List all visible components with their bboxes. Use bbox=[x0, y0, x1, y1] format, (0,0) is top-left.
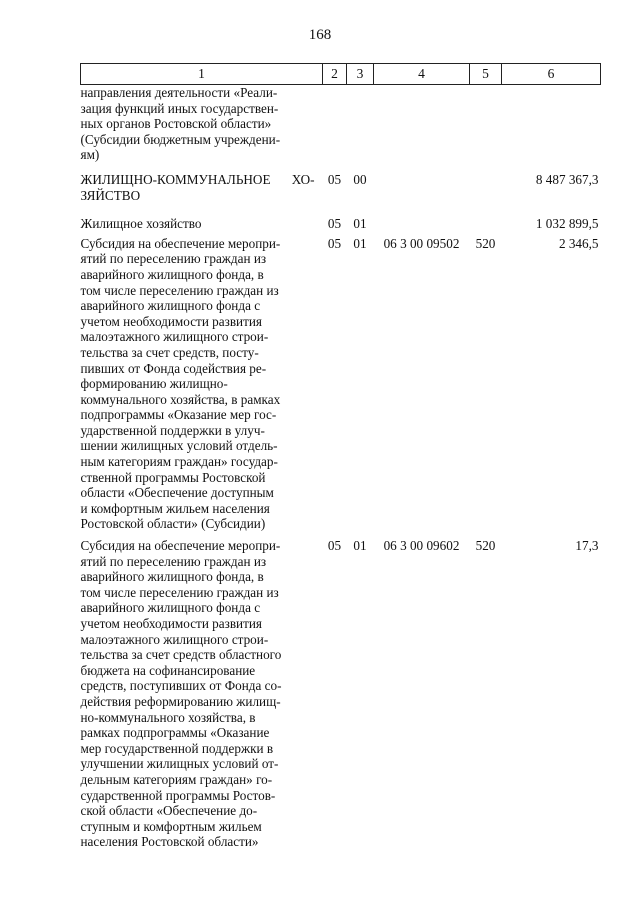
header-col-1: 1 bbox=[81, 64, 323, 85]
row-section: 05 bbox=[327, 171, 342, 187]
row-name: направления деятельности «Реали- зация функций иных государствен- ных органов Ростовской области» (Субсидии бюджетным учреждени- ям) bbox=[80, 85, 281, 163]
row-amount: 1 032 899,5 bbox=[535, 216, 599, 232]
row-expense-type: 520 bbox=[475, 235, 496, 251]
row-name: Субсидия на обеспечение меропри- ятий по переселению граждан из аварийного жилищного фонда, в том числе переселению граждан из аварийного жилищного фонда с учетом необходимости развития малоэтажного жилищного строи- тельства за счет средств областного бюджета на софинансирование средств, поступивших от Фонда со- действия реформированию жилищ- но-коммунального хозяйства, в рамках подпрограммы «Оказание мер государственной поддержки в улучшении жилищных условий от- дельным категориям граждан» го- сударственной программы Ростов- ской области «Обеспечение до- ступным и комфортным жильем населения Ростовской области» bbox=[80, 538, 282, 850]
header-col-5: 5 bbox=[470, 64, 502, 85]
row-amount bbox=[502, 85, 601, 163]
table-row bbox=[81, 203, 601, 232]
row-target-code: 06 3 00 09602 bbox=[383, 538, 460, 554]
row-amount: 2 346,5 bbox=[558, 235, 599, 251]
row-name: Жилищное хозяйство bbox=[80, 216, 202, 232]
table-row bbox=[81, 85, 601, 163]
row-section bbox=[323, 85, 347, 163]
budget-table bbox=[80, 63, 601, 850]
header-row bbox=[81, 64, 601, 85]
row-amount: 8 487 367,3 bbox=[535, 171, 599, 187]
row-section: 05 bbox=[327, 235, 342, 251]
row-amount: 17,3 bbox=[575, 538, 599, 554]
row-subsection: 01 bbox=[353, 235, 367, 251]
row-target-code bbox=[374, 203, 470, 232]
table-row bbox=[81, 163, 601, 203]
row-section: 05 bbox=[327, 216, 342, 232]
row-subsection bbox=[347, 85, 374, 163]
row-expense-type bbox=[470, 203, 502, 232]
table-row bbox=[81, 532, 601, 850]
header-col-2: 2 bbox=[323, 64, 347, 85]
row-subsection: 01 bbox=[353, 216, 367, 232]
row-expense-type: 520 bbox=[475, 538, 496, 554]
row-target-code bbox=[374, 85, 470, 163]
header-col-3: 3 bbox=[347, 64, 374, 85]
row-section: 05 bbox=[327, 538, 342, 554]
header-col-4: 4 bbox=[374, 64, 470, 85]
row-name: Субсидия на обеспечение меропри- ятий по переселению граждан из аварийного жилищного фонда, в том числе переселению граждан из аварийного жилищного фонда с учетом необходимости развития малоэтажного жилищного строи- тельства за счет средств, посту- пивших от Фонда содействия ре- формированию жилищно- коммунального хозяйства, в рамках подпрограммы «Оказание мер гос- ударственной поддержки в улуч- шении жилищных условий отдель- ным категориям граждан» государ- ственной программы Ростовской области «Обеспечение доступным и комфортным жильем населения Ростовской области» (Субсидии) bbox=[80, 235, 281, 532]
row-target-code: 06 3 00 09502 bbox=[383, 235, 460, 251]
row-name: ЖИЛИЩНО-КОММУНАЛЬНОЕ ХО- ЗЯЙСТВО bbox=[80, 171, 315, 203]
row-target-code bbox=[374, 163, 470, 203]
row-subsection: 01 bbox=[353, 538, 367, 554]
table-row bbox=[81, 232, 601, 532]
row-expense-type bbox=[470, 163, 502, 203]
page-number: 168 bbox=[308, 27, 332, 43]
header-col-6: 6 bbox=[502, 64, 601, 85]
row-subsection: 00 bbox=[353, 171, 367, 187]
row-expense-type bbox=[470, 85, 502, 163]
